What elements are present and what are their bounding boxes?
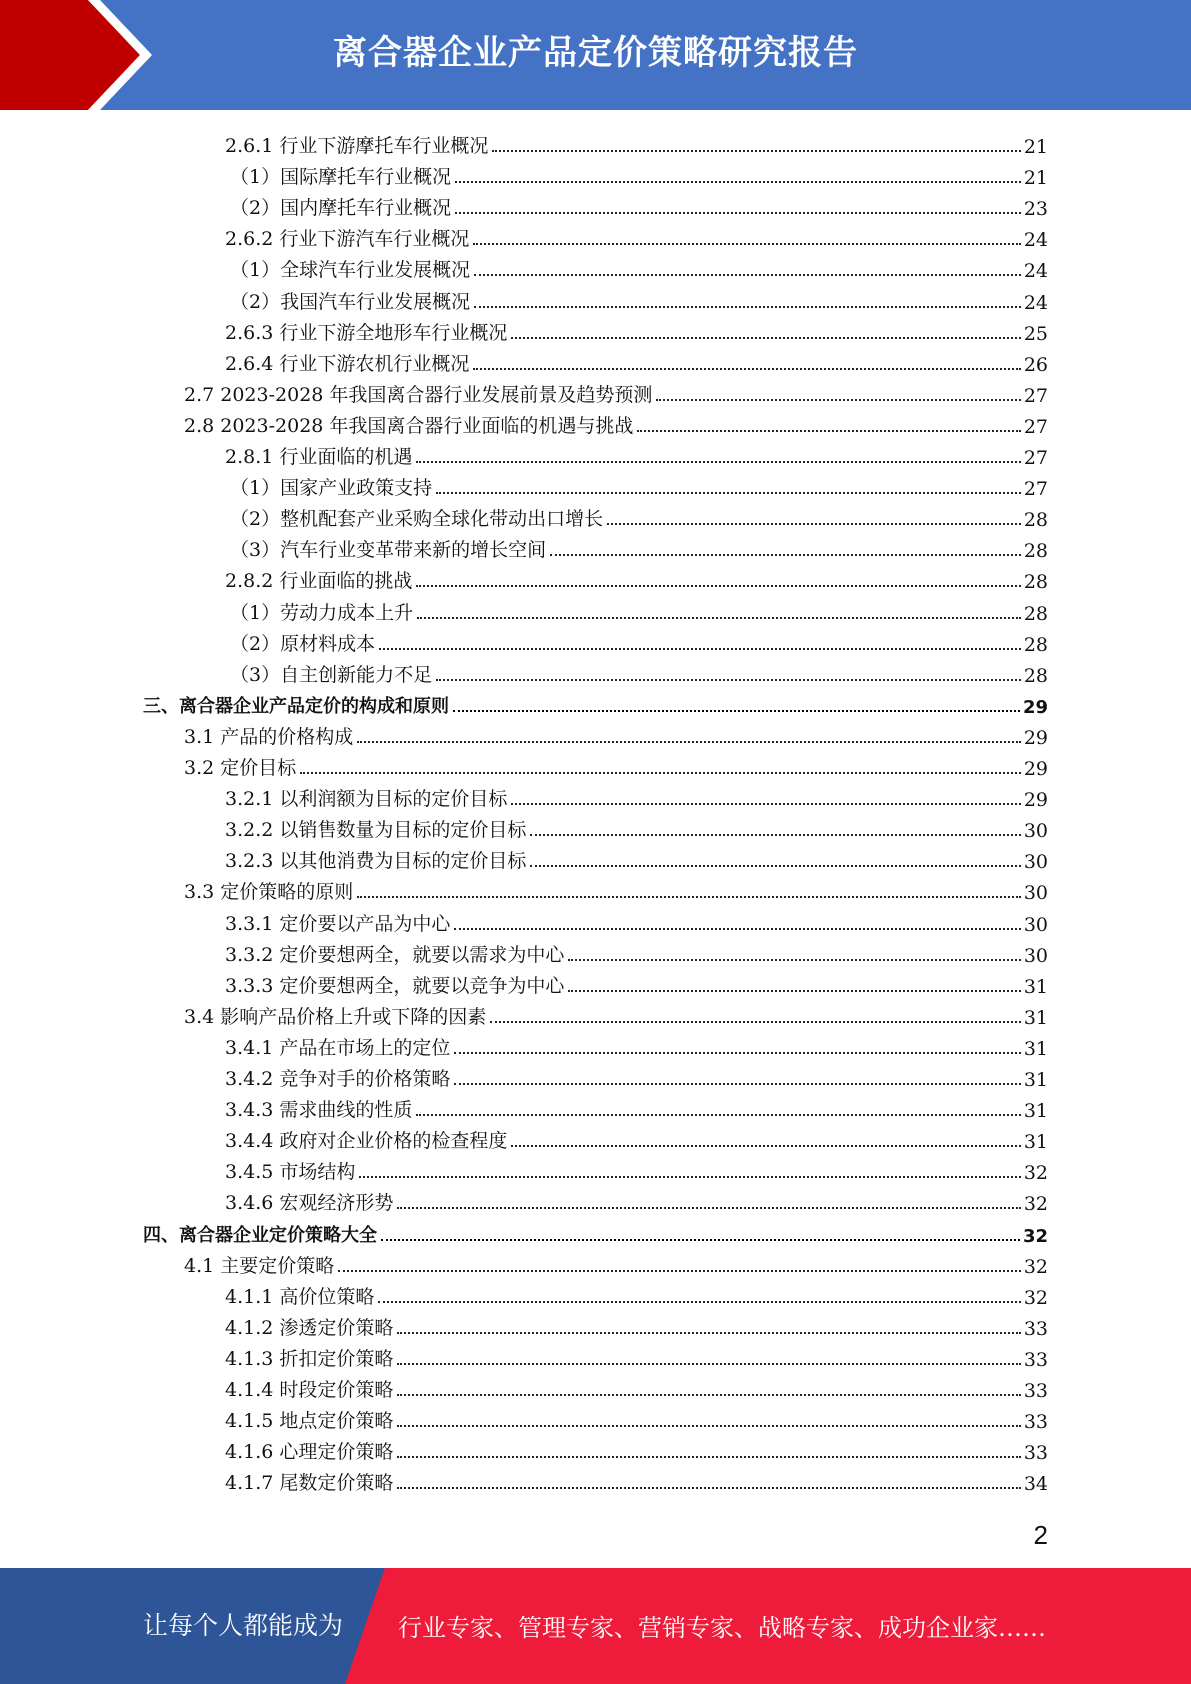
toc-entry[interactable] <box>143 687 1048 718</box>
toc-entry-label: （1）全球汽车行业发展概况 <box>230 259 471 282</box>
toc-entry[interactable] <box>225 345 1048 376</box>
page-number: 2 <box>1033 1520 1048 1550</box>
toc-entry-label: 3.3 定价策略的原则 <box>184 881 354 904</box>
toc-entry-label: 4.1.2 渗透定价策略 <box>225 1316 394 1339</box>
toc-entry-page: 32 <box>1022 1225 1048 1247</box>
footer-slogan-right: 行业专家、管理专家、营销专家、战略专家、成功企业家…… <box>398 1614 1046 1642</box>
toc-leader-dots <box>378 1301 1020 1303</box>
toc-entry[interactable] <box>184 873 1048 904</box>
toc-entry-page: 31 <box>1023 1100 1048 1123</box>
toc-leader-dots <box>474 306 1021 308</box>
toc-entry[interactable] <box>184 749 1048 780</box>
toc-entry[interactable] <box>230 594 1048 625</box>
toc-leader-dots <box>397 1394 1020 1396</box>
toc-entry[interactable] <box>225 842 1048 873</box>
toc-entry[interactable] <box>225 967 1048 998</box>
toc-entry-label: 3.2.1 以利润额为目标的定价目标 <box>225 788 508 811</box>
toc-entry[interactable] <box>225 1433 1048 1464</box>
toc-entry-label: 2.6.4 行业下游农机行业概况 <box>225 352 470 375</box>
toc-entry-label: 3.4.3 需求曲线的性质 <box>225 1099 413 1122</box>
toc-entry-page: 28 <box>1023 571 1048 594</box>
toc-entry-page: 33 <box>1023 1348 1048 1371</box>
toc-leader-dots <box>490 1021 1021 1023</box>
toc-leader-dots <box>550 554 1021 556</box>
toc-leader-dots <box>436 492 1021 494</box>
toc-entry-label: 2.8.1 行业面临的机遇 <box>225 446 413 468</box>
toc-leader-dots <box>530 834 1020 836</box>
toc-entry-label: 3.3.3 定价要想两全，就要以竞争为中心 <box>225 974 565 997</box>
toc-leader-dots <box>379 648 1021 650</box>
toc-entry[interactable] <box>230 158 1048 189</box>
toc-entry[interactable] <box>230 251 1048 282</box>
toc-entry-label: （3）汽车行业变革带来新的增长空间 <box>230 539 547 562</box>
toc-entry-label: 3.3.1 定价要以产品为中心 <box>225 912 451 935</box>
toc-entry-page: 30 <box>1023 913 1048 936</box>
toc-entry-label: 3.4.5 市场结构 <box>225 1161 356 1184</box>
toc-leader-dots <box>492 150 1020 152</box>
toc-entry[interactable] <box>225 562 1048 593</box>
toc-entry-page: 27 <box>1023 447 1048 469</box>
toc-leader-dots <box>473 368 1020 370</box>
toc-entry[interactable] <box>184 376 1048 407</box>
toc-leader-dots <box>530 865 1020 867</box>
toc-entry-label: 4.1.7 尾数定价策略 <box>225 1472 394 1495</box>
toc-entry-page: 24 <box>1023 229 1048 252</box>
toc-entry-label: 三、离合器企业产品定价的构成和原则 <box>143 695 449 717</box>
toc-entry-page: 30 <box>1023 882 1048 905</box>
toc-entry-label: 2.6.3 行业下游全地形车行业概况 <box>225 321 508 344</box>
toc-leader-dots <box>453 710 1020 712</box>
toc-entry[interactable] <box>230 656 1048 687</box>
toc-entry-label: 3.2.3 以其他消费为目标的定价目标 <box>225 850 527 873</box>
toc-entry-page: 31 <box>1023 1131 1048 1154</box>
toc-entry[interactable] <box>230 625 1048 656</box>
toc-entry-label: 3.4 影响产品价格上升或下降的因素 <box>184 1005 487 1028</box>
toc-entry[interactable] <box>230 469 1048 500</box>
toc-entry-page: 27 <box>1023 478 1048 501</box>
toc-entry-label: 3.4.2 竞争对手的价格策略 <box>225 1068 451 1090</box>
toc-leader-dots <box>637 430 1020 432</box>
toc-entry-page: 29 <box>1023 789 1048 812</box>
toc-entry[interactable] <box>225 905 1048 936</box>
toc-leader-dots <box>338 1270 1021 1272</box>
toc-entry-page: 32 <box>1023 1255 1048 1278</box>
toc-leader-dots <box>359 1176 1020 1178</box>
toc-entry-page: 23 <box>1023 198 1048 221</box>
toc-entry-page: 32 <box>1023 1286 1048 1309</box>
toc-entry[interactable] <box>184 998 1048 1029</box>
toc-leader-dots <box>397 1332 1020 1334</box>
toc-entry-label: 3.4.1 产品在市场上的定位 <box>225 1036 451 1059</box>
toc-leader-dots <box>455 181 1021 183</box>
toc-entry-page: 32 <box>1023 1193 1048 1216</box>
toc-entry[interactable] <box>225 780 1048 811</box>
toc-entry[interactable] <box>225 438 1048 469</box>
toc-leader-dots <box>397 1456 1020 1458</box>
toc-entry-page: 30 <box>1023 944 1048 967</box>
toc-leader-dots <box>511 337 1020 339</box>
toc-entry[interactable] <box>225 1091 1048 1122</box>
toc-entry-label: 4.1.6 心理定价策略 <box>225 1441 394 1464</box>
toc-entry-page: 31 <box>1023 1006 1048 1029</box>
toc-leader-dots <box>417 617 1021 619</box>
toc-entry-page: 28 <box>1023 633 1048 656</box>
toc-entry-page: 21 <box>1023 167 1048 190</box>
toc-entry-page: 31 <box>1023 1069 1048 1091</box>
toc-entry-label: 2.8.2 行业面临的挑战 <box>225 570 413 593</box>
toc-entry-page: 32 <box>1023 1162 1048 1185</box>
toc-entry-page: 28 <box>1023 664 1048 687</box>
toc-entry-page: 28 <box>1023 602 1048 625</box>
toc-entry[interactable] <box>225 1184 1048 1215</box>
toc-entry-page: 34 <box>1023 1473 1048 1496</box>
toc-entry-label: （1）国家产业政策支持 <box>230 477 433 500</box>
page-footer <box>0 1568 1191 1684</box>
toc-entry[interactable] <box>225 1340 1048 1371</box>
toc-leader-dots <box>357 896 1021 898</box>
toc-entry[interactable] <box>230 283 1048 314</box>
toc-entry-label: 4.1.3 折扣定价策略 <box>225 1347 394 1370</box>
toc-leader-dots <box>455 212 1021 214</box>
toc-leader-dots <box>397 1425 1020 1427</box>
toc-entry[interactable] <box>225 1309 1048 1340</box>
toc-entry-label: 2.8 2023-2028 年我国离合器行业面临的机遇与挑战 <box>184 414 634 437</box>
toc-entry-label: （3）自主创新能力不足 <box>230 663 433 686</box>
toc-entry-page: 28 <box>1023 540 1048 563</box>
toc-leader-dots <box>511 1145 1020 1147</box>
toc-entry[interactable] <box>225 1464 1048 1495</box>
toc-leader-dots <box>511 803 1020 805</box>
toc-entry-label: 4.1.5 地点定价策略 <box>225 1410 394 1433</box>
toc-leader-dots <box>300 772 1021 774</box>
toc-entry-label: 4.1.4 时段定价策略 <box>225 1379 394 1401</box>
toc-entry[interactable] <box>225 1122 1048 1153</box>
toc-leader-dots <box>473 243 1020 245</box>
toc-entry-label: 3.4.4 政府对企业价格的检查程度 <box>225 1130 508 1153</box>
toc-entry-page: 33 <box>1023 1317 1048 1340</box>
toc-entry[interactable] <box>225 1029 1048 1060</box>
toc-entry-page: 26 <box>1023 353 1048 376</box>
toc-leader-dots <box>454 928 1020 930</box>
toc-entry[interactable] <box>225 1278 1048 1309</box>
toc-entry[interactable] <box>230 189 1048 220</box>
toc-entry[interactable] <box>225 811 1048 842</box>
toc-entry[interactable] <box>225 936 1048 967</box>
toc-entry[interactable] <box>225 314 1048 345</box>
toc-entry-page: 30 <box>1023 820 1048 843</box>
toc-entry-page: 33 <box>1023 1411 1048 1434</box>
toc-leader-dots <box>357 741 1021 743</box>
toc-entry[interactable] <box>225 1060 1048 1091</box>
toc-entry-label: 3.3.2 定价要想两全，就要以需求为中心 <box>225 943 565 966</box>
toc-leader-dots <box>416 585 1020 587</box>
toc-leader-dots <box>454 1083 1020 1085</box>
toc-entry-page: 30 <box>1023 851 1048 874</box>
toc-entry-label: 2.7 2023-2028 年我国离合器行业发展前景及趋势预测 <box>184 383 653 406</box>
toc-entry-label: 2.6.2 行业下游汽车行业概况 <box>225 228 470 251</box>
toc-entry[interactable] <box>225 1402 1048 1433</box>
toc-entry-page: 25 <box>1023 322 1048 345</box>
toc-entry-label: （2）国内摩托车行业概况 <box>230 197 452 220</box>
toc-leader-dots <box>436 679 1021 681</box>
toc-entry-label: （2）我国汽车行业发展概况 <box>230 290 471 313</box>
toc-leader-dots <box>568 959 1020 961</box>
toc-entry[interactable] <box>184 718 1048 749</box>
toc-entry[interactable] <box>230 531 1048 562</box>
toc-entry-label: 3.4.6 宏观经济形势 <box>225 1192 394 1215</box>
toc-entry-page: 29 <box>1022 696 1048 718</box>
toc-entry-label: 3.2 定价目标 <box>184 757 297 779</box>
toc-entry[interactable] <box>225 1371 1048 1402</box>
toc-leader-dots <box>416 461 1020 463</box>
toc-leader-dots <box>381 1239 1020 1241</box>
toc-leader-dots <box>568 990 1020 992</box>
toc-entry[interactable] <box>225 1153 1048 1184</box>
toc-entry-label: 4.1 主要定价策略 <box>184 1254 335 1277</box>
toc-entry-page: 29 <box>1023 726 1048 749</box>
toc-entry[interactable] <box>184 407 1048 438</box>
toc-entry-page: 29 <box>1023 758 1048 780</box>
toc-entry[interactable] <box>184 1247 1048 1278</box>
page-header <box>0 0 1191 110</box>
toc-entry-label: （1）劳动力成本上升 <box>230 601 414 624</box>
toc-leader-dots <box>474 274 1021 276</box>
toc-leader-dots <box>416 1114 1020 1116</box>
toc-entry-page: 24 <box>1023 260 1048 283</box>
footer-slogan-left: 让每个人都能成为 <box>143 1611 344 1640</box>
toc-entry-page: 31 <box>1023 975 1048 998</box>
toc-entry-label: 3.1 产品的价格构成 <box>184 725 354 748</box>
toc-entry-page: 31 <box>1023 1037 1048 1060</box>
toc-entry[interactable] <box>230 500 1048 531</box>
toc-leader-dots <box>656 399 1020 401</box>
toc-entry[interactable] <box>225 220 1048 251</box>
toc-entry-page: 33 <box>1023 1442 1048 1465</box>
toc-leader-dots <box>397 1363 1020 1365</box>
toc-entry-page: 24 <box>1023 291 1048 314</box>
toc-leader-dots <box>454 1052 1020 1054</box>
toc-entry-page: 33 <box>1023 1380 1048 1402</box>
toc-entry[interactable] <box>143 1216 1048 1247</box>
toc-entry-label: （2）整机配套产业采购全球化带动出口增长 <box>230 508 604 531</box>
toc-leader-dots <box>607 523 1021 525</box>
toc-entry-label: 2.6.1 行业下游摩托车行业概况 <box>225 135 489 157</box>
toc-leader-dots <box>397 1487 1020 1489</box>
toc-entry[interactable] <box>225 127 1048 158</box>
toc-entry-label: 4.1.1 高价位策略 <box>225 1285 375 1308</box>
toc-entry-page: 27 <box>1023 384 1048 407</box>
toc-entry-label: （1）国际摩托车行业概况 <box>230 166 452 189</box>
toc-entry-label: （2）原材料成本 <box>230 632 376 655</box>
toc-leader-dots <box>397 1207 1020 1209</box>
toc-entry-page: 28 <box>1023 509 1048 532</box>
toc-entry-label: 3.2.2 以销售数量为目标的定价目标 <box>225 819 527 842</box>
toc-entry-page: 21 <box>1023 136 1048 158</box>
toc-entry-page: 27 <box>1023 415 1048 438</box>
toc-entry-label: 四、离合器企业定价策略大全 <box>143 1224 377 1246</box>
report-title: 离合器企业产品定价策略研究报告 <box>333 33 858 73</box>
